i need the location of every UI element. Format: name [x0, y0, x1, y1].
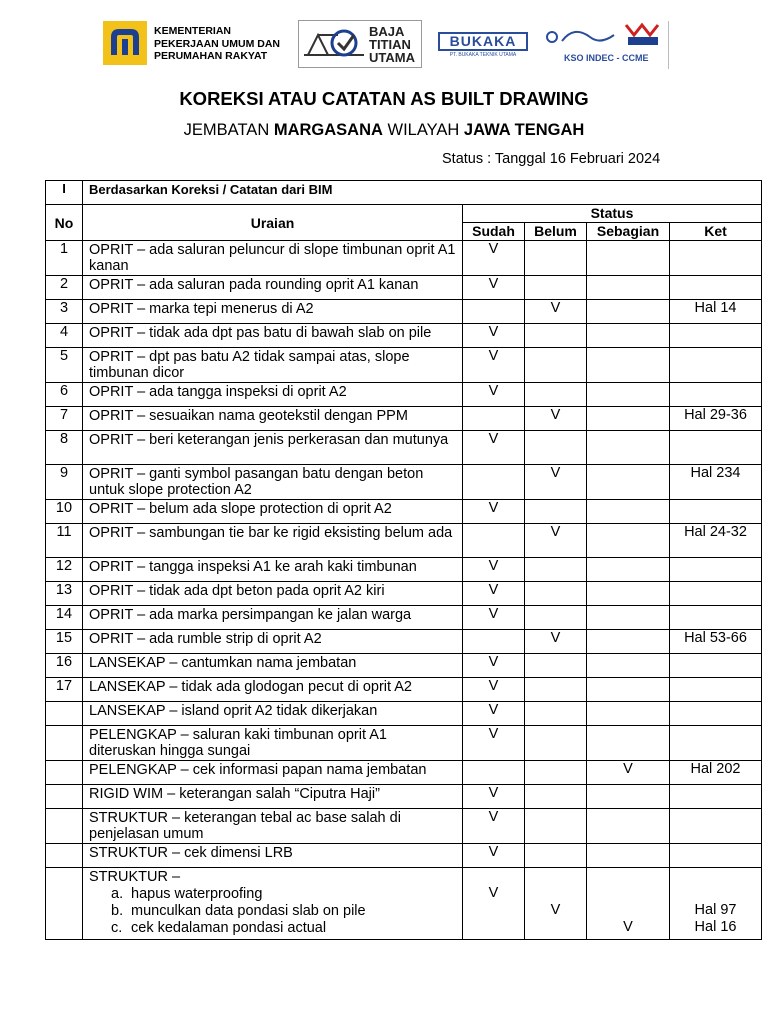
row-belum — [525, 348, 587, 383]
sub-item-letter: b. — [111, 903, 124, 919]
row-sebagian — [587, 868, 670, 940]
row-belum: V — [525, 300, 587, 324]
row-belum — [525, 702, 587, 726]
row-ket — [670, 500, 762, 524]
table-row — [46, 582, 762, 606]
sub-item-text: hapus waterproofing — [131, 886, 263, 902]
sub-item-letter: a. — [111, 886, 124, 902]
row-uraian: PELENGKAP – saluran kaki timbunan oprit A1 diteruskan hingga sungai — [83, 726, 463, 761]
row-ket — [670, 606, 762, 630]
row-ket: Hal 234 — [670, 465, 762, 500]
row-belum — [525, 809, 587, 844]
row-sebagian — [587, 276, 670, 300]
row-number: 10 — [46, 500, 83, 524]
row-belum — [525, 844, 587, 868]
row-sudah: V — [463, 702, 525, 726]
table-row — [46, 761, 762, 785]
row-sudah — [463, 407, 525, 431]
row-number: 8 — [46, 431, 83, 465]
row-uraian: LANSEKAP – cantumkan nama jembatan — [83, 654, 463, 678]
row-uraian: STRUKTUR – cek dimensi LRB — [83, 844, 463, 868]
table-row — [46, 654, 762, 678]
row-number: 11 — [46, 524, 83, 558]
row-sebagian — [587, 606, 670, 630]
sub-item — [111, 886, 456, 903]
row-number: 5 — [46, 348, 83, 383]
table-row — [46, 348, 762, 383]
sub-item-list — [89, 886, 456, 937]
row-number: 17 — [46, 678, 83, 702]
table-row — [46, 558, 762, 582]
row-ket: Hal 202 — [670, 761, 762, 785]
row-uraian: OPRIT – tidak ada dpt beton pada oprit A2 kiri — [83, 582, 463, 606]
row-sebagian — [587, 431, 670, 465]
row-number: 3 — [46, 300, 83, 324]
table-row — [46, 383, 762, 407]
row-belum — [525, 383, 587, 407]
row-belum — [525, 431, 587, 465]
logo-strip — [0, 18, 768, 70]
row-ket-value: Hal 97 — [694, 902, 737, 918]
row-ket — [670, 785, 762, 809]
row-ket-value: Hal 16 — [694, 919, 737, 935]
row-uraian: OPRIT – dpt pas batu A2 tidak sampai atas, slope timbunan dicor — [83, 348, 463, 383]
row-ket — [670, 702, 762, 726]
row-ket — [670, 431, 762, 465]
kementerian-pu-name: KEMENTERIAN PEKERJAAN UMUM DAN PERUMAHAN RAKYAT — [154, 25, 281, 62]
row-belum — [525, 785, 587, 809]
row-belum: V — [525, 465, 587, 500]
row-sudah: V — [463, 606, 525, 630]
row-number: 7 — [46, 407, 83, 431]
row-sebagian — [587, 407, 670, 431]
row-sudah — [463, 300, 525, 324]
row-sudah: V — [463, 582, 525, 606]
sub-item-text: munculkan data pondasi slab on pile — [131, 903, 366, 919]
row-belum-value: V — [550, 902, 561, 918]
row-uraian: PELENGKAP – cek informasi papan nama jembatan — [83, 761, 463, 785]
row-belum — [525, 276, 587, 300]
row-belum: V — [525, 407, 587, 431]
row-sebagian — [587, 785, 670, 809]
row-uraian: OPRIT – ganti symbol pasangan batu dengan beton untuk slope protection A2 — [83, 465, 463, 500]
row-sudah — [463, 465, 525, 500]
row-sebagian — [587, 241, 670, 276]
uraian-heading: STRUKTUR – — [89, 869, 181, 885]
row-sudah — [463, 868, 525, 940]
status-date: Status : Tanggal 16 Februari 2024 — [442, 151, 661, 167]
row-number: 15 — [46, 630, 83, 654]
row-belum — [525, 241, 587, 276]
row-belum — [525, 500, 587, 524]
row-uraian: OPRIT – ada saluran pada rounding oprit A1 kanan — [83, 276, 463, 300]
row-sebagian — [587, 582, 670, 606]
row-sudah: V — [463, 558, 525, 582]
row-number — [46, 702, 83, 726]
col-header-belum: Belum — [525, 223, 587, 241]
row-uraian: OPRIT – sambungan tie bar ke rigid eksisting belum ada — [83, 524, 463, 558]
col-header-no: No — [46, 205, 83, 241]
row-sebagian-value — [587, 902, 669, 919]
row-sudah: V — [463, 785, 525, 809]
row-number: 2 — [46, 276, 83, 300]
row-ket: Hal 29-36 — [670, 407, 762, 431]
row-sebagian — [587, 465, 670, 500]
col-header-status: Status — [463, 205, 762, 223]
row-number — [46, 844, 83, 868]
row-uraian: OPRIT – ada saluran peluncur di slope timbunan oprit A1 kanan — [83, 241, 463, 276]
row-uraian: STRUKTUR – keterangan tebal ac base salah di penjelasan umum — [83, 809, 463, 844]
row-uraian: OPRIT – marka tepi menerus di A2 — [83, 300, 463, 324]
table-row — [46, 606, 762, 630]
row-sudah: V — [463, 500, 525, 524]
table-row-struktur-list — [46, 868, 762, 940]
row-sebagian — [587, 630, 670, 654]
row-ket: Hal 53-66 — [670, 630, 762, 654]
section-title: Berdasarkan Koreksi / Catatan dari BIM — [83, 181, 762, 205]
row-number: 14 — [46, 606, 83, 630]
row-ket — [670, 726, 762, 761]
row-ket — [670, 678, 762, 702]
table-row — [46, 785, 762, 809]
sub-item-text: cek kedalaman pondasi actual — [131, 920, 327, 936]
section-header-row — [46, 181, 762, 205]
row-belum — [525, 761, 587, 785]
correction-table — [45, 180, 762, 940]
row-belum — [525, 654, 587, 678]
row-sebagian — [587, 300, 670, 324]
row-sudah — [463, 630, 525, 654]
row-sebagian — [587, 809, 670, 844]
row-ket — [670, 241, 762, 276]
row-sudah: V — [463, 431, 525, 465]
row-belum — [525, 582, 587, 606]
row-uraian: LANSEKAP – island oprit A2 tidak dikerjakan — [83, 702, 463, 726]
row-sudah-value: V — [488, 885, 499, 901]
row-sebagian — [587, 726, 670, 761]
row-number: 12 — [46, 558, 83, 582]
table-row — [46, 630, 762, 654]
table-row — [46, 465, 762, 500]
row-belum — [525, 324, 587, 348]
table-row — [46, 276, 762, 300]
table-row — [46, 500, 762, 524]
row-ket — [670, 582, 762, 606]
row-belum-value — [525, 919, 586, 936]
row-sudah-value — [463, 902, 524, 919]
row-sudah: V — [463, 241, 525, 276]
row-ket — [670, 558, 762, 582]
row-belum: V — [525, 630, 587, 654]
indec-ccme-emblem-icon — [544, 21, 664, 49]
row-number — [46, 726, 83, 761]
row-belum — [525, 868, 587, 940]
row-sudah: V — [463, 276, 525, 300]
row-number: 13 — [46, 582, 83, 606]
sub-item-letter: c. — [111, 920, 123, 936]
row-number — [46, 785, 83, 809]
table-row — [46, 726, 762, 761]
kementerian-pu-logo — [103, 21, 147, 65]
row-uraian: OPRIT – ada rumble strip di oprit A2 — [83, 630, 463, 654]
row-belum-value — [525, 885, 586, 902]
row-number: 6 — [46, 383, 83, 407]
row-number: 16 — [46, 654, 83, 678]
row-sebagian — [587, 558, 670, 582]
col-header-uraian: Uraian — [83, 205, 463, 241]
document-subtitle: JEMBATAN MARGASANA WILAYAH JAWA TENGAH — [183, 121, 585, 139]
table-row — [46, 702, 762, 726]
row-sebagian — [587, 678, 670, 702]
bridge-emblem-icon — [302, 25, 366, 65]
row-uraian — [83, 868, 463, 940]
row-sudah: V — [463, 324, 525, 348]
row-ket — [670, 809, 762, 844]
row-uraian: LANSEKAP – tidak ada glodogan pecut di oprit A2 — [83, 678, 463, 702]
row-uraian: OPRIT – tidak ada dpt pas batu di bawah slab on pile — [83, 324, 463, 348]
table-row — [46, 241, 762, 276]
row-belum: V — [525, 524, 587, 558]
row-sebagian — [587, 348, 670, 383]
row-sudah: V — [463, 726, 525, 761]
row-number — [46, 809, 83, 844]
sub-item — [111, 920, 456, 937]
row-belum — [525, 678, 587, 702]
table-row — [46, 431, 762, 465]
table-row — [46, 300, 762, 324]
table-row — [46, 524, 762, 558]
row-sudah: V — [463, 654, 525, 678]
row-number — [46, 761, 83, 785]
table-row — [46, 407, 762, 431]
row-ket — [670, 276, 762, 300]
row-ket-value — [670, 885, 761, 902]
row-ket — [670, 844, 762, 868]
bukaka-logo: BUKAKA PT. BUKAKA TEKNIK UTAMA — [438, 32, 528, 58]
row-sebagian-value: V — [623, 919, 633, 935]
row-number: 4 — [46, 324, 83, 348]
row-sudah: V — [463, 348, 525, 383]
row-sebagian — [587, 524, 670, 558]
row-uraian: OPRIT – sesuaikan nama geotekstil dengan PPM — [83, 407, 463, 431]
col-header-sudah: Sudah — [463, 223, 525, 241]
row-sudah: V — [463, 383, 525, 407]
sub-item — [111, 903, 456, 920]
row-belum — [525, 606, 587, 630]
row-uraian: OPRIT – beri keterangan jenis perkerasan dan mutunya — [83, 431, 463, 465]
row-uraian: OPRIT – tangga inspeksi A1 ke arah kaki timbunan — [83, 558, 463, 582]
row-ket — [670, 348, 762, 383]
kso-indec-ccme-logo: KSO INDEC - CCME — [544, 21, 669, 69]
row-number: 1 — [46, 241, 83, 276]
section-number: I — [46, 181, 83, 205]
row-uraian: OPRIT – ada marka persimpangan ke jalan warga — [83, 606, 463, 630]
row-sudah: V — [463, 678, 525, 702]
row-sebagian — [587, 324, 670, 348]
row-ket — [670, 383, 762, 407]
table-row — [46, 678, 762, 702]
baja-titian-utama-logo: BAJA TITIAN UTAMA — [298, 20, 422, 68]
row-sebagian-value — [587, 885, 669, 902]
row-number: 9 — [46, 465, 83, 500]
row-ket — [670, 868, 762, 940]
col-header-ket: Ket — [670, 223, 762, 241]
table-row — [46, 324, 762, 348]
row-ket: Hal 24-32 — [670, 524, 762, 558]
col-header-sebagian: Sebagian — [587, 223, 670, 241]
row-sudah: V — [463, 809, 525, 844]
row-sebagian — [587, 383, 670, 407]
row-belum — [525, 726, 587, 761]
table-row — [46, 844, 762, 868]
row-sudah — [463, 761, 525, 785]
row-sudah-value — [463, 919, 524, 936]
row-sudah — [463, 524, 525, 558]
row-sebagian — [587, 654, 670, 678]
row-belum — [525, 558, 587, 582]
row-uraian: OPRIT – ada tangga inspeksi di oprit A2 — [83, 383, 463, 407]
row-ket — [670, 654, 762, 678]
column-header-row — [46, 205, 762, 223]
table-row — [46, 809, 762, 844]
row-sebagian — [587, 844, 670, 868]
row-sebagian — [587, 702, 670, 726]
row-sebagian — [587, 500, 670, 524]
row-sebagian: V — [587, 761, 670, 785]
row-number — [46, 868, 83, 940]
row-uraian: RIGID WIM – keterangan salah “Ciputra Haji” — [83, 785, 463, 809]
document-title: KOREKSI ATAU CATATAN AS BUILT DRAWING — [179, 88, 589, 109]
row-ket: Hal 14 — [670, 300, 762, 324]
row-uraian: OPRIT – belum ada slope protection di oprit A2 — [83, 500, 463, 524]
row-sudah: V — [463, 844, 525, 868]
row-ket — [670, 324, 762, 348]
